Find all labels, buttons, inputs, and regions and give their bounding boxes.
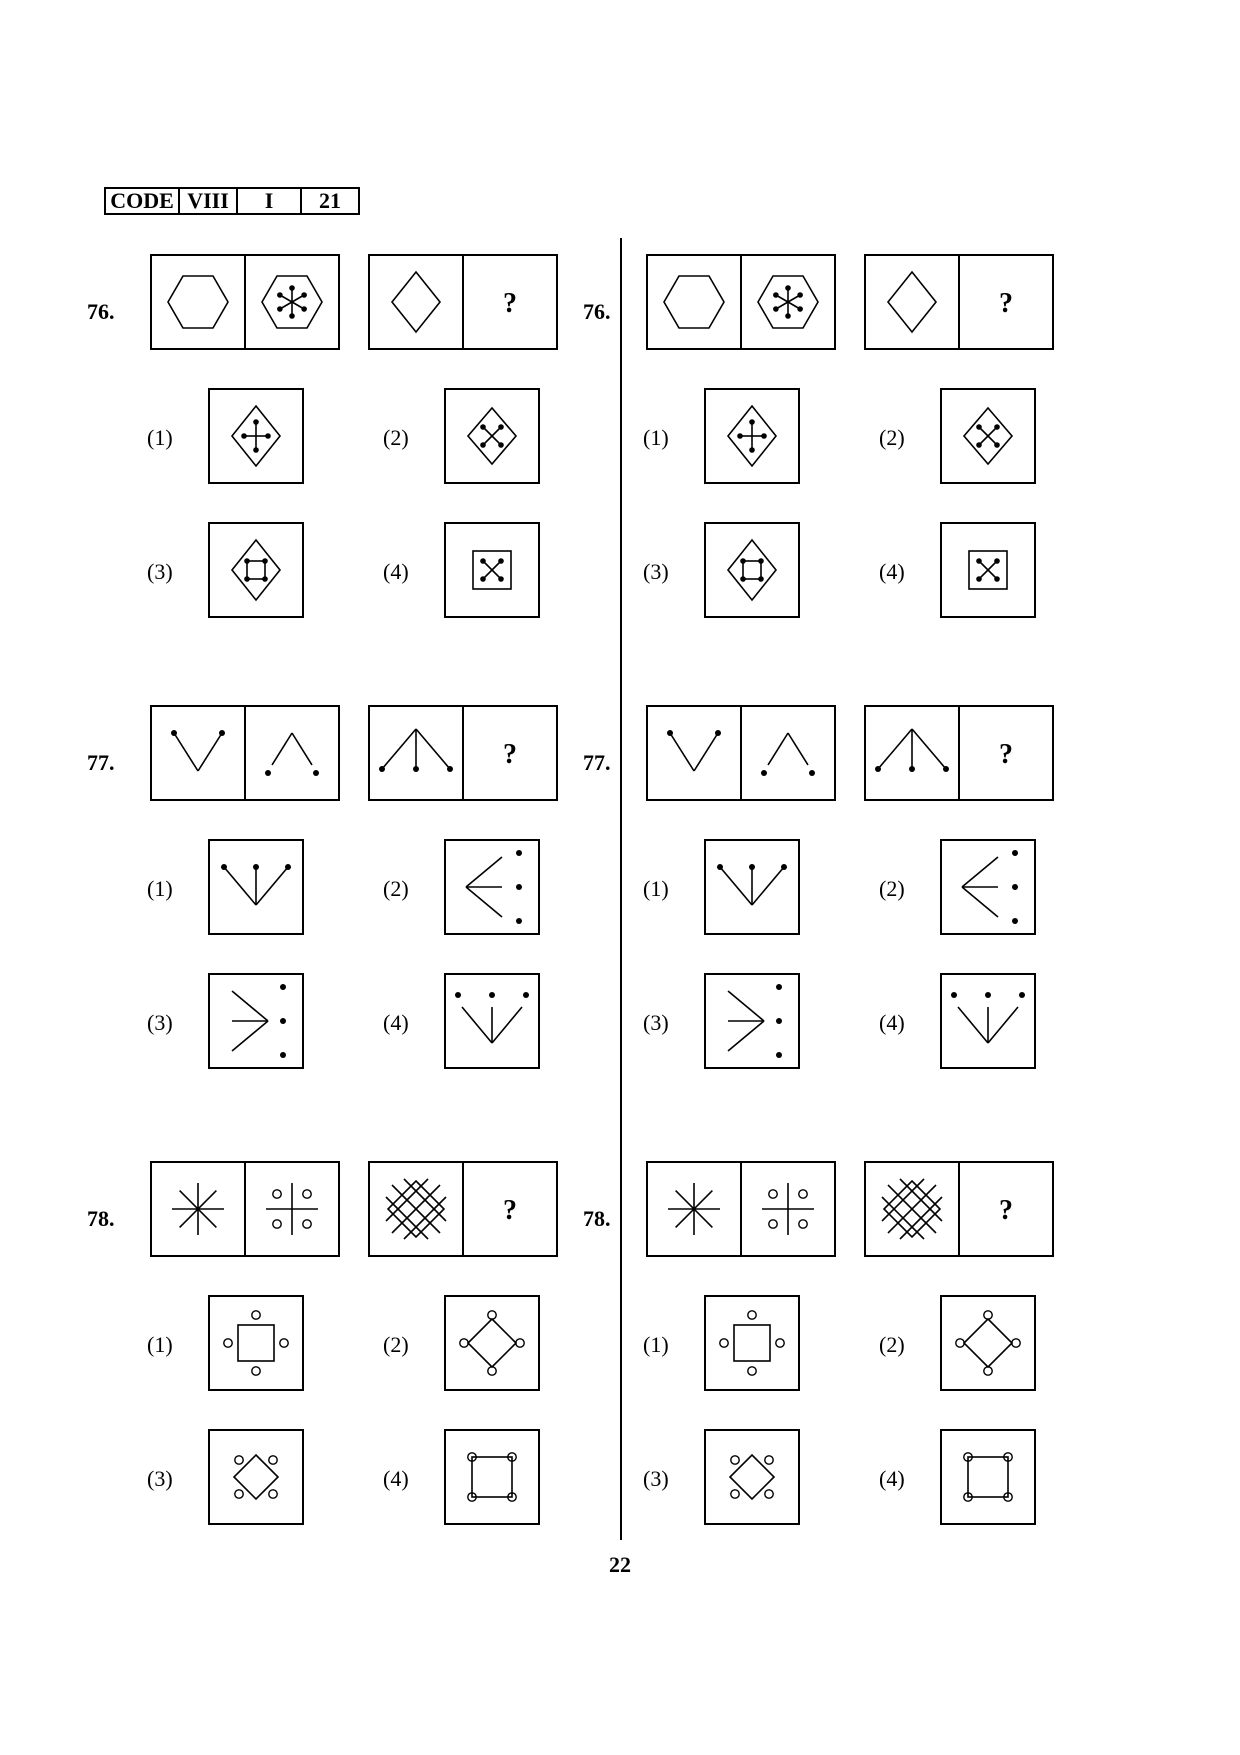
question-number: 77. bbox=[87, 750, 115, 775]
answer-placeholder bbox=[503, 1195, 517, 1226]
answer-option-3[interactable] bbox=[147, 523, 303, 617]
problem-figure-pair bbox=[369, 1162, 557, 1256]
question-77-left bbox=[87, 706, 557, 1068]
problem-figure-eight-ray-star bbox=[668, 1183, 720, 1235]
question-number: 76. bbox=[87, 299, 115, 324]
option-box[interactable] bbox=[209, 1430, 303, 1524]
option-label: (3) bbox=[643, 559, 669, 584]
answer-option-3[interactable] bbox=[643, 974, 799, 1068]
option-box[interactable] bbox=[941, 1430, 1035, 1524]
code-class: VIII bbox=[180, 189, 238, 213]
problem-figure-pair bbox=[865, 255, 1053, 349]
option-label: (2) bbox=[383, 1332, 409, 1357]
code-number: 21 bbox=[319, 188, 341, 213]
question-mark: ? bbox=[503, 288, 517, 319]
option-label: (1) bbox=[147, 1332, 173, 1357]
answer-option-2[interactable] bbox=[879, 1296, 1035, 1390]
option-label: (3) bbox=[147, 559, 173, 584]
answer-placeholder bbox=[503, 739, 517, 770]
answer-option-4[interactable] bbox=[383, 974, 539, 1068]
answer-placeholder bbox=[503, 288, 517, 319]
problem-figure-v-with-end-dots bbox=[171, 730, 225, 771]
option-box[interactable] bbox=[705, 523, 799, 617]
question-mark: ? bbox=[999, 288, 1013, 319]
problem-figure-diamond bbox=[392, 272, 440, 332]
problem-figure-inverted-v-with-detached-dots bbox=[761, 733, 815, 776]
question-mark: ? bbox=[999, 1195, 1013, 1226]
question-number: 78. bbox=[583, 1206, 611, 1231]
answer-option-1[interactable] bbox=[147, 389, 303, 483]
answer-option-2[interactable] bbox=[383, 1296, 539, 1390]
problem-figure-plus-with-corner-circles bbox=[762, 1183, 814, 1235]
problem-figure-inverted-v-with-detached-dots bbox=[265, 733, 319, 776]
code-set: I bbox=[238, 189, 302, 213]
problem-figure-hexagon-with-six-dot-star bbox=[262, 276, 322, 328]
problem-figure-hexagon-with-six-dot-star bbox=[758, 276, 818, 328]
problem-figure-eight-ray-star bbox=[172, 1183, 224, 1235]
answer-option-2[interactable] bbox=[879, 840, 1035, 934]
option-label: (4) bbox=[383, 559, 409, 584]
option-label: (1) bbox=[643, 876, 669, 901]
answer-option-1[interactable] bbox=[643, 1296, 799, 1390]
question-number: 77. bbox=[583, 750, 611, 775]
problem-figure-pair bbox=[151, 706, 339, 800]
answer-option-3[interactable] bbox=[643, 1430, 799, 1524]
problem-figure-hexagon bbox=[664, 276, 724, 328]
problem-figure-pair bbox=[369, 255, 557, 349]
problem-figure-pair bbox=[865, 706, 1053, 800]
option-label: (1) bbox=[147, 425, 173, 450]
option-label: (2) bbox=[879, 1332, 905, 1357]
answer-option-4[interactable] bbox=[879, 1430, 1035, 1524]
option-label: (2) bbox=[879, 876, 905, 901]
question-number: 78. bbox=[87, 1206, 115, 1231]
problem-figure-pair bbox=[151, 1162, 339, 1256]
problem-figure-diamond-lattice bbox=[386, 1179, 446, 1239]
problem-figure-diamond bbox=[888, 272, 936, 332]
answer-option-1[interactable] bbox=[643, 840, 799, 934]
option-label: (2) bbox=[879, 425, 905, 450]
option-box[interactable] bbox=[941, 1296, 1035, 1390]
answer-option-4[interactable] bbox=[383, 1430, 539, 1524]
question-76-left bbox=[87, 255, 557, 617]
question-mark: ? bbox=[999, 739, 1013, 770]
problem-figure-pair bbox=[647, 1162, 835, 1256]
option-label: (4) bbox=[879, 1466, 905, 1491]
option-label: (4) bbox=[879, 1010, 905, 1035]
option-label: (4) bbox=[383, 1466, 409, 1491]
option-label: (4) bbox=[383, 1010, 409, 1035]
option-label: (4) bbox=[879, 559, 905, 584]
question-mark: ? bbox=[503, 739, 517, 770]
option-label: (2) bbox=[383, 876, 409, 901]
problem-figure-v-with-end-dots bbox=[667, 730, 721, 771]
option-label: (1) bbox=[147, 876, 173, 901]
option-box[interactable] bbox=[445, 1430, 539, 1524]
problem-figure-pair bbox=[151, 255, 339, 349]
answer-option-1[interactable] bbox=[147, 1296, 303, 1390]
question-number: 76. bbox=[583, 299, 611, 324]
problem-figure-pair bbox=[369, 706, 557, 800]
answer-option-2[interactable] bbox=[383, 840, 539, 934]
answer-option-1[interactable] bbox=[147, 840, 303, 934]
option-label: (3) bbox=[147, 1466, 173, 1491]
answer-option-3[interactable] bbox=[643, 523, 799, 617]
problem-figure-plus-with-corner-circles bbox=[266, 1183, 318, 1235]
option-label: (1) bbox=[643, 425, 669, 450]
option-label: (1) bbox=[643, 1332, 669, 1357]
problem-figure-pair bbox=[647, 706, 835, 800]
question-mark: ? bbox=[503, 1195, 517, 1226]
problem-figure-hexagon bbox=[168, 276, 228, 328]
code-label: CODE bbox=[106, 189, 180, 213]
answer-option-4[interactable] bbox=[879, 523, 1035, 617]
option-box[interactable] bbox=[705, 1296, 799, 1390]
option-box[interactable] bbox=[705, 1430, 799, 1524]
problem-figure-three-line-arrow-with-dots bbox=[379, 729, 453, 772]
option-label: (3) bbox=[643, 1010, 669, 1035]
question-76-right bbox=[583, 255, 1053, 617]
answer-placeholder bbox=[999, 739, 1013, 770]
answer-option-3[interactable] bbox=[147, 1430, 303, 1524]
problem-figure-diamond-lattice bbox=[882, 1179, 942, 1239]
answer-option-4[interactable] bbox=[383, 523, 539, 617]
answer-option-2[interactable] bbox=[383, 389, 539, 483]
page-number: 22 bbox=[609, 1552, 631, 1577]
problem-figure-pair bbox=[647, 255, 835, 349]
answer-option-4[interactable] bbox=[879, 974, 1035, 1068]
question-77-right bbox=[583, 706, 1053, 1068]
option-label: (3) bbox=[147, 1010, 173, 1035]
answer-placeholder bbox=[999, 288, 1013, 319]
answer-option-3[interactable] bbox=[147, 974, 303, 1068]
problem-figure-three-line-arrow-with-dots bbox=[875, 729, 949, 772]
answer-placeholder bbox=[999, 1195, 1013, 1226]
answer-option-2[interactable] bbox=[879, 389, 1035, 483]
question-78-left bbox=[87, 1162, 557, 1524]
problem-figure-pair bbox=[865, 1162, 1053, 1256]
option-label: (3) bbox=[643, 1466, 669, 1491]
option-box[interactable] bbox=[209, 523, 303, 617]
question-78-right bbox=[583, 1162, 1053, 1524]
option-label: (2) bbox=[383, 425, 409, 450]
answer-option-1[interactable] bbox=[643, 389, 799, 483]
